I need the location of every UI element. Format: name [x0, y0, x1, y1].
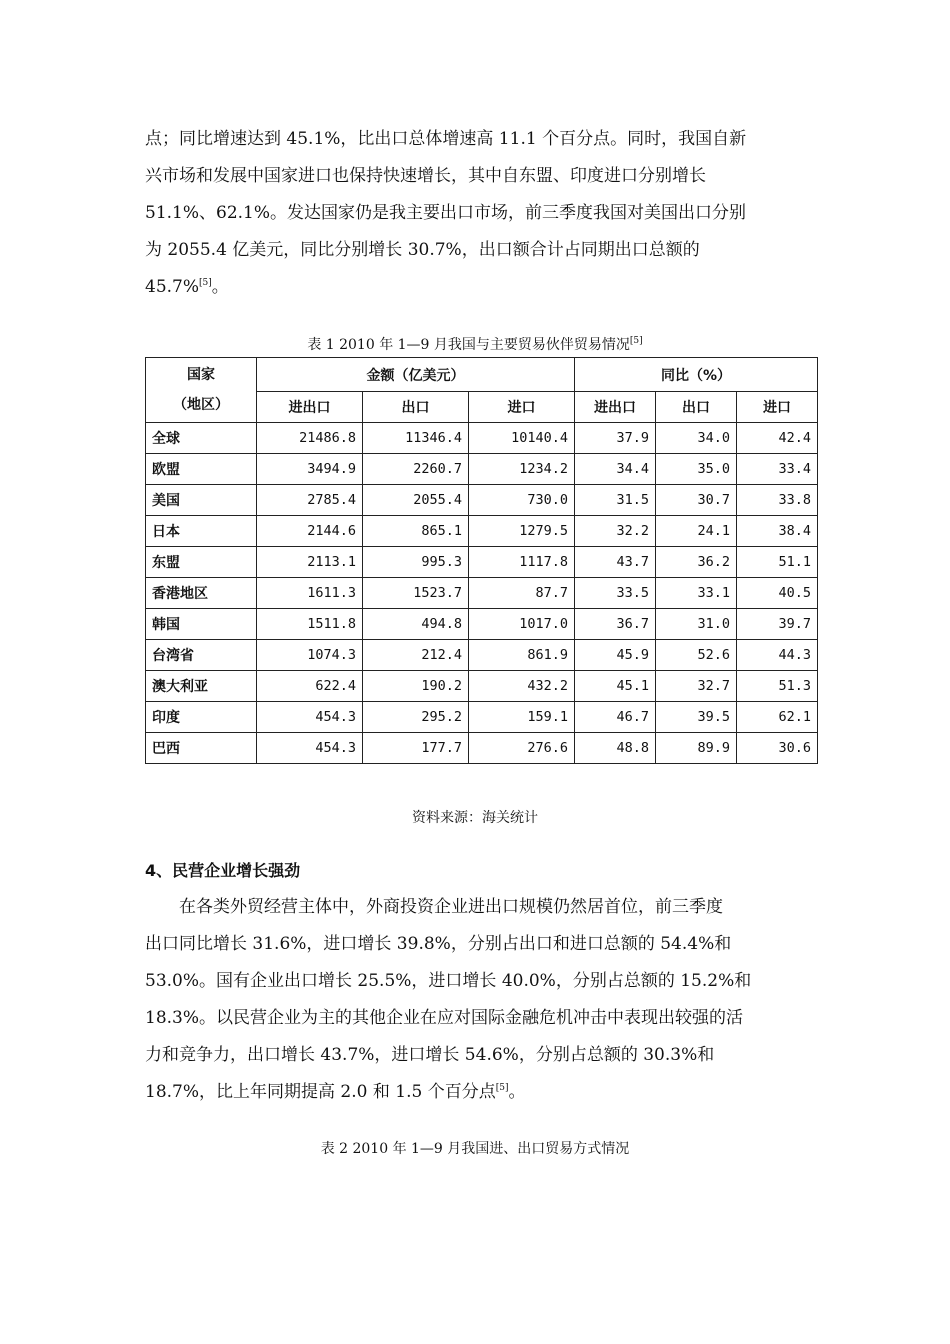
yoy-import-cell: 62.1	[737, 702, 818, 733]
yoy-total-cell: 46.7	[575, 702, 656, 733]
section4-line: 53.0%。国有企业出口增长 25.5%，进口增长 40.0%，分别占总额的 15.2%和	[145, 971, 752, 991]
intro-line: 点；同比增速达到 45.1%，比出口总体增速高 11.1 个百分点。同时，我国自新	[145, 129, 747, 149]
table1-caption	[0, 334, 950, 354]
import-cell: 1017.0	[469, 609, 575, 640]
total-cell: 1511.8	[257, 609, 363, 640]
export-cell: 995.3	[363, 547, 469, 578]
total-cell: 454.3	[257, 733, 363, 764]
export-cell: 190.2	[363, 671, 469, 702]
table-row	[146, 671, 818, 702]
region-header	[146, 358, 257, 423]
total-cell: 3494.9	[257, 454, 363, 485]
total-cell: 1611.3	[257, 578, 363, 609]
region-cell: 澳大利亚	[146, 671, 257, 702]
table-row	[146, 609, 818, 640]
total-cell: 2144.6	[257, 516, 363, 547]
section4-line: 在各类外贸经营主体中，外商投资企业进出口规模仍然居首位，前三季度	[179, 897, 723, 917]
total-cell: 2113.1	[257, 547, 363, 578]
yoy-import-cell: 39.7	[737, 609, 818, 640]
region-cell: 欧盟	[146, 454, 257, 485]
export-cell: 177.7	[363, 733, 469, 764]
citation-ref: [5]	[199, 278, 212, 288]
section4-line: 18.3%。以民营企业为主的其他企业在应对国际金融危机冲击中表现出较强的活	[145, 1008, 744, 1028]
amount-group-header: 金额（亿美元）	[257, 358, 575, 392]
yoy-import-cell: 33.8	[737, 485, 818, 516]
import-cell: 87.7	[469, 578, 575, 609]
import-cell: 1234.2	[469, 454, 575, 485]
yoy-total-cell: 37.9	[575, 423, 656, 454]
table-row	[146, 702, 818, 733]
table-body	[146, 423, 818, 764]
export-cell: 212.4	[363, 640, 469, 671]
table-row	[146, 423, 818, 454]
intro-last-text: 45.7%	[145, 277, 200, 297]
yoy-total-cell: 48.8	[575, 733, 656, 764]
yoy-import-cell: 42.4	[737, 423, 818, 454]
region-header-top: 国家	[187, 367, 215, 383]
table1-source: 资料来源：海关统计	[412, 810, 538, 826]
intro-line: 兴市场和发展中国家进口也保持快速增长，其中自东盟、印度进口分别增长	[145, 166, 706, 186]
region-cell: 香港地区	[146, 578, 257, 609]
yoy-export-cell: 30.7	[656, 485, 737, 516]
table-header-row	[146, 358, 818, 392]
yoy-export-cell: 31.0	[656, 609, 737, 640]
col-yoy-export-header: 出口	[656, 392, 737, 423]
yoy-export-cell: 34.0	[656, 423, 737, 454]
region-cell: 韩国	[146, 609, 257, 640]
import-cell: 1279.5	[469, 516, 575, 547]
total-cell: 454.3	[257, 702, 363, 733]
yoy-export-cell: 36.2	[656, 547, 737, 578]
import-cell: 730.0	[469, 485, 575, 516]
section4-line-last	[145, 1074, 810, 1111]
section4-paragraph	[145, 889, 810, 1111]
table1-caption-text: 表 1 2010 年 1—9 月我国与主要贸易伙伴贸易情况	[307, 337, 630, 353]
table2-caption: 表 2 2010 年 1—9 月我国进、出口贸易方式情况	[320, 1141, 630, 1157]
region-cell: 巴西	[146, 733, 257, 764]
yoy-import-cell: 40.5	[737, 578, 818, 609]
yoy-total-cell: 31.5	[575, 485, 656, 516]
region-cell: 台湾省	[146, 640, 257, 671]
export-cell: 295.2	[363, 702, 469, 733]
yoy-total-cell: 33.5	[575, 578, 656, 609]
import-cell: 432.2	[469, 671, 575, 702]
section4-line: 出口同比增长 31.6%，进口增长 39.8%，分别占出口和进口总额的 54.4%和	[145, 934, 732, 954]
yoy-export-cell: 89.9	[656, 733, 737, 764]
intro-last-end: 。	[211, 277, 229, 297]
region-cell: 日本	[146, 516, 257, 547]
table-row	[146, 485, 818, 516]
region-cell: 东盟	[146, 547, 257, 578]
import-cell: 276.6	[469, 733, 575, 764]
table-row	[146, 578, 818, 609]
table-row	[146, 516, 818, 547]
intro-paragraph	[145, 121, 810, 306]
import-cell: 10140.4	[469, 423, 575, 454]
yoy-export-cell: 33.1	[656, 578, 737, 609]
import-cell: 159.1	[469, 702, 575, 733]
import-cell: 861.9	[469, 640, 575, 671]
region-cell: 全球	[146, 423, 257, 454]
yoy-total-cell: 43.7	[575, 547, 656, 578]
export-cell: 865.1	[363, 516, 469, 547]
yoy-group-header: 同比（%）	[575, 358, 818, 392]
export-cell: 494.8	[363, 609, 469, 640]
intro-line: 为 2055.4 亿美元，同比分别增长 30.7%，出口额合计占同期出口总额的	[145, 240, 700, 260]
col-export-header: 出口	[363, 392, 469, 423]
citation-ref: [5]	[629, 336, 643, 346]
yoy-import-cell: 30.6	[737, 733, 818, 764]
col-yoy-total-header: 进出口	[575, 392, 656, 423]
region-cell: 印度	[146, 702, 257, 733]
yoy-export-cell: 39.5	[656, 702, 737, 733]
section4-line: 力和竞争力，出口增长 43.7%，进口增长 54.6%，分别占总额的 30.3%和	[145, 1045, 715, 1065]
yoy-total-cell: 32.2	[575, 516, 656, 547]
export-cell: 11346.4	[363, 423, 469, 454]
export-cell: 2055.4	[363, 485, 469, 516]
yoy-total-cell: 36.7	[575, 609, 656, 640]
yoy-import-cell: 38.4	[737, 516, 818, 547]
intro-line: 51.1%、62.1%。发达国家仍是我主要出口市场，前三季度我国对美国出口分别	[145, 203, 747, 223]
section-heading: 4、民营企业增长强劲	[145, 861, 301, 880]
yoy-export-cell: 35.0	[656, 454, 737, 485]
table-row	[146, 640, 818, 671]
total-cell: 21486.8	[257, 423, 363, 454]
section4-last-text: 18.7%，比上年同期提高 2.0 和 1.5 个百分点	[145, 1082, 496, 1102]
trade-partners-table	[145, 357, 818, 764]
yoy-import-cell: 51.3	[737, 671, 818, 702]
yoy-import-cell: 44.3	[737, 640, 818, 671]
yoy-total-cell: 45.1	[575, 671, 656, 702]
section4-last-end: 。	[508, 1082, 526, 1102]
import-cell: 1117.8	[469, 547, 575, 578]
total-cell: 1074.3	[257, 640, 363, 671]
yoy-import-cell: 51.1	[737, 547, 818, 578]
citation-ref: [5]	[495, 1083, 509, 1093]
intro-line-last	[145, 269, 810, 306]
yoy-export-cell: 32.7	[656, 671, 737, 702]
total-cell: 2785.4	[257, 485, 363, 516]
yoy-export-cell: 24.1	[656, 516, 737, 547]
col-import-header: 进口	[469, 392, 575, 423]
col-total-header: 进出口	[257, 392, 363, 423]
yoy-total-cell: 34.4	[575, 454, 656, 485]
region-cell: 美国	[146, 485, 257, 516]
total-cell: 622.4	[257, 671, 363, 702]
table-row	[146, 547, 818, 578]
export-cell: 2260.7	[363, 454, 469, 485]
yoy-import-cell: 33.4	[737, 454, 818, 485]
yoy-total-cell: 45.9	[575, 640, 656, 671]
table-row	[146, 454, 818, 485]
region-header-bottom: （地区）	[173, 397, 229, 413]
table-row	[146, 733, 818, 764]
col-yoy-import-header: 进口	[737, 392, 818, 423]
yoy-export-cell: 52.6	[656, 640, 737, 671]
export-cell: 1523.7	[363, 578, 469, 609]
